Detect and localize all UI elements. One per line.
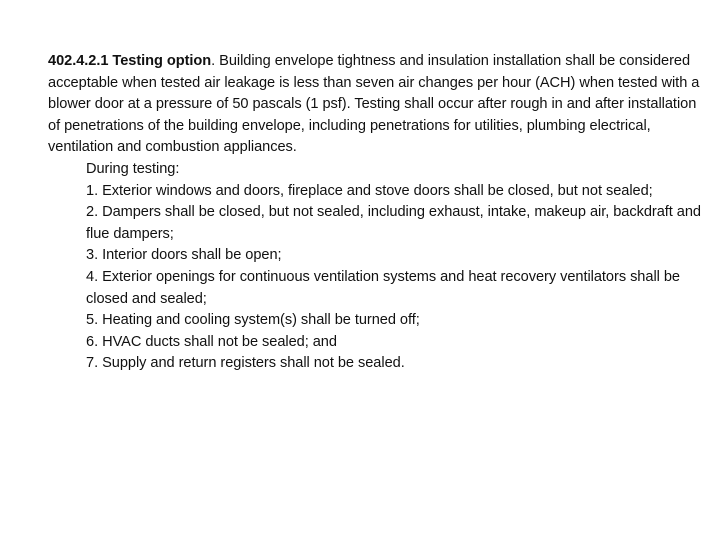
list-item: 2. Dampers shall be closed, but not sealed, including exhaust, intake, makeup air, backdraft and flue dampers;	[86, 204, 701, 242]
list-item: 6. HVAC ducts shall not be sealed; and	[86, 333, 337, 350]
list-item: 4. Exterior openings for continuous ventilation systems and heat recovery ventilators shall be closed and sealed;	[86, 268, 680, 307]
testing-conditions-list	[86, 181, 712, 375]
list-item: 1. Exterior windows and doors, fireplace and stove doors shall be closed, but not sealed;	[86, 182, 653, 199]
testing-intro: During testing:	[86, 160, 180, 177]
list-item: 7. Supply and return registers shall not be sealed.	[86, 355, 405, 372]
section-paragraph	[48, 51, 712, 159]
list-item: 3. Interior doors shall be open;	[86, 247, 282, 264]
list-item: 5. Heating and cooling system(s) shall be turned off;	[86, 312, 420, 329]
section-heading: 402.4.2.1 Testing option	[48, 53, 212, 69]
section-body: . Building envelope tightness and insulation installation shall be considered acceptable when tested air leakage is less than seven air changes per hour (ACH) when tested with a blower door at a pressure of 50 pascals (1 psf). Testing shall occur after rough in and after installation of penetrations of the building envelope, including penetrations for utilities, plumbing electrical, ventilation and combustion appliances.	[48, 53, 700, 156]
slide-content	[48, 51, 712, 375]
